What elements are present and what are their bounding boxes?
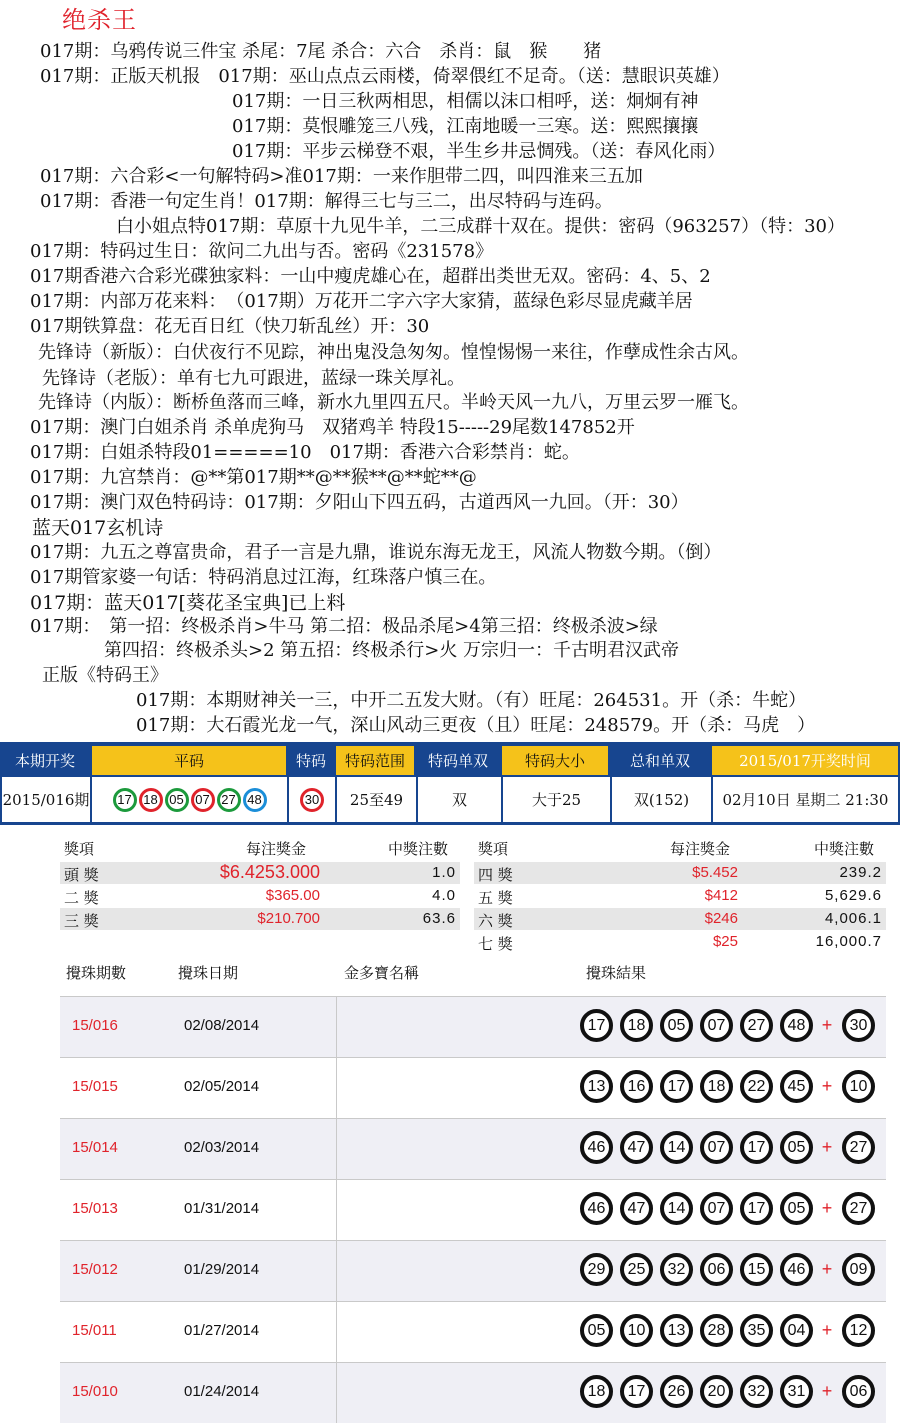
row-date: 01/29/2014 <box>184 1261 260 1278</box>
prize-header-amount: 每注獎金 <box>670 840 731 858</box>
number-ball: 05 <box>580 1314 613 1347</box>
prize-name: 六 獎 <box>478 912 513 930</box>
header-sum-odd-even: 总和单双 <box>611 746 709 775</box>
number-ball: 29 <box>580 1253 613 1286</box>
prediction-line: 017期：本期财神关一三，中开二五发大财。（有）旺尾：264531。开（杀：牛蛇） <box>136 690 807 711</box>
prize-amount: $412 <box>704 887 738 904</box>
prediction-line: 017期：蓝天017[葵花圣宝典]已上料 <box>30 592 346 614</box>
number-ball: 10 <box>842 1070 875 1103</box>
number-ball: 47 <box>620 1131 653 1164</box>
prediction-line: 017期：正版天机报 017期：巫山点点云雨楼，倚翠偎红不足奇。（送：慧眼识英雄） <box>40 66 730 87</box>
prize-amount: $365.00 <box>265 887 320 904</box>
table-row <box>60 1118 886 1179</box>
prize-header-amount: 每注獎金 <box>246 840 307 858</box>
prediction-line: 017期：香港一句定生肖！017期：解得三七与三二，出尽特码与连码。 <box>40 191 613 212</box>
draw-issue: 2015/016期 <box>0 777 90 822</box>
table-row <box>60 1362 886 1423</box>
prize-name: 三 獎 <box>64 912 99 930</box>
number-ball: 13 <box>580 1070 613 1103</box>
prediction-line: 017期：澳门白姐杀肖 杀单虎狗马 双猪鸡羊 特段15-----29尾数147852开 <box>30 417 635 438</box>
number-ball: 20 <box>700 1375 733 1408</box>
prize-count: 16,000.7 <box>815 933 882 950</box>
next-draw-time: 02月10日 星期二 21:30 <box>711 777 898 822</box>
table-row <box>60 1179 886 1240</box>
number-ball: 48 <box>780 1009 813 1042</box>
row-issue: 15/014 <box>72 1139 118 1156</box>
prize-header-name: 獎項 <box>478 840 509 858</box>
prize-name: 五 獎 <box>478 889 513 907</box>
prize-row <box>60 885 460 907</box>
header-next-draw-time: 2015/017开奖时间 <box>712 746 898 775</box>
prediction-line: 017期：六合彩<一句解特码>准017期：一来作胆带二四，叫四淮来三五加 <box>40 166 643 187</box>
prediction-line: 先锋诗（老版）：单有七九可跟进，蓝绿一珠关厚礼。 <box>42 368 465 389</box>
prize-header-count: 中獎注數 <box>814 840 875 858</box>
prize-row <box>60 908 460 930</box>
number-ball: 18 <box>580 1375 613 1408</box>
number-ball: 17 <box>113 788 137 812</box>
number-ball: 26 <box>660 1375 693 1408</box>
result-balls <box>580 1253 882 1286</box>
results-header-result: 攪珠結果 <box>586 964 647 982</box>
number-ball: 46 <box>780 1253 813 1286</box>
number-ball: 14 <box>660 1131 693 1164</box>
row-issue: 15/016 <box>72 1017 118 1034</box>
result-balls <box>580 1314 882 1347</box>
prize-name: 四 獎 <box>478 866 513 884</box>
table-row <box>60 996 886 1057</box>
prediction-line: 蓝天017玄机诗 <box>32 517 164 539</box>
number-ball: 27 <box>842 1131 875 1164</box>
row-issue: 15/013 <box>72 1200 118 1217</box>
prediction-line: 017期：一日三秋两相思，相儒以沫口相呼，送：炯炯有神 <box>232 91 699 112</box>
row-date: 01/31/2014 <box>184 1200 260 1217</box>
number-ball: 25 <box>620 1253 653 1286</box>
result-balls <box>580 1009 882 1042</box>
row-issue: 15/010 <box>72 1383 118 1400</box>
prize-name: 頭 獎 <box>64 866 99 884</box>
result-balls <box>580 1375 882 1408</box>
number-ball: 18 <box>139 788 163 812</box>
plus-sign: + <box>821 1259 833 1279</box>
prediction-line: 017期铁算盘：花无百日红（快刀斩乱丝）开：30 <box>30 316 430 337</box>
prediction-line: 017期：九五之尊富贵命，君子一言是九鼎，谁说东海无龙王，风流人物数今期。（倒） <box>30 542 722 563</box>
prize-amount: $5.452 <box>692 864 738 881</box>
number-ball: 30 <box>842 1009 875 1042</box>
prize-name: 七 獎 <box>478 935 513 953</box>
number-ball: 32 <box>740 1375 773 1408</box>
column-divider <box>336 997 337 1057</box>
odd-even-value: 双 <box>416 777 501 822</box>
prediction-line: 017期：白姐杀特段01=====10 017期：香港六合彩禁肖：蛇。 <box>30 442 580 463</box>
prize-count: 1.0 <box>432 864 456 881</box>
prize-name: 二 獎 <box>64 889 99 907</box>
table-row <box>60 1057 886 1118</box>
number-ball: 17 <box>740 1131 773 1164</box>
row-date: 01/24/2014 <box>184 1383 260 1400</box>
number-ball: 46 <box>580 1192 613 1225</box>
result-balls <box>580 1131 882 1164</box>
plus-sign: + <box>821 1198 833 1218</box>
number-ball: 17 <box>740 1192 773 1225</box>
row-issue: 15/011 <box>72 1322 117 1339</box>
header-size: 特码大小 <box>502 746 608 775</box>
prize-count: 63.6 <box>422 910 456 927</box>
number-ball: 45 <box>780 1070 813 1103</box>
prize-count: 4,006.1 <box>824 910 882 927</box>
number-ball: 27 <box>217 788 241 812</box>
number-ball: 28 <box>700 1314 733 1347</box>
prediction-line: 017期：特码过生日：欲问二九出与否。密码《231578》 <box>30 241 494 262</box>
prize-header-count: 中獎注數 <box>388 840 449 858</box>
prediction-line: 017期香港六合彩光碟独家料：一山中瘦虎雄心在，超群出类世无双。密码：4、5、2 <box>30 266 711 287</box>
header-special-number: 特码 <box>289 746 333 775</box>
number-ball: 18 <box>700 1070 733 1103</box>
plus-sign: + <box>821 1076 833 1096</box>
number-ball: 12 <box>842 1314 875 1347</box>
row-issue: 15/012 <box>72 1261 118 1278</box>
prediction-line: 017期：内部万花来料： （017期）万花开二字六字大家猜，蓝绿色彩尽显虎藏羊居 <box>30 291 693 312</box>
results-header-issue: 攪珠期數 <box>66 964 127 982</box>
prediction-line: 017期：澳门双色特码诗：017期：夕阳山下四五码，古道西风一九回。（开：30） <box>30 492 689 513</box>
prize-amount: $25 <box>712 933 738 950</box>
results-header-date: 攪珠日期 <box>178 964 239 982</box>
prediction-line: 017期：大石霞光龙一气，深山风动三更夜（且）旺尾：248579。开（杀：马虎 ） <box>136 715 816 736</box>
prediction-line: 第四招：终极杀头>2 第五招：终极杀行>火 万宗归一：千古明君汉武帝 <box>104 640 680 661</box>
number-ball: 05 <box>780 1192 813 1225</box>
column-divider <box>336 1180 337 1240</box>
number-ball: 06 <box>700 1253 733 1286</box>
size-value: 大于25 <box>501 777 610 822</box>
table-row <box>60 1301 886 1362</box>
draw-summary-table <box>0 742 900 825</box>
number-ball: 16 <box>620 1070 653 1103</box>
prediction-line: 正版《特码王》 <box>42 665 168 686</box>
result-balls <box>580 1070 882 1103</box>
column-divider <box>336 1058 337 1118</box>
number-ball: 10 <box>620 1314 653 1347</box>
number-ball: 15 <box>740 1253 773 1286</box>
number-ball: 07 <box>191 788 215 812</box>
plus-sign: + <box>821 1381 833 1401</box>
number-ball: 27 <box>842 1192 875 1225</box>
number-ball: 22 <box>740 1070 773 1103</box>
prize-count: 239.2 <box>839 864 882 881</box>
header-special-range: 特码范围 <box>336 746 414 775</box>
prize-amount: $6.4253.000 <box>219 862 320 882</box>
number-ball: 47 <box>620 1192 653 1225</box>
prize-row <box>474 908 886 930</box>
column-divider <box>336 1302 337 1362</box>
row-date: 02/05/2014 <box>184 1078 260 1095</box>
regular-balls <box>90 777 287 822</box>
number-ball: 32 <box>660 1253 693 1286</box>
prize-table-right <box>474 838 886 958</box>
prize-amount: $246 <box>704 910 738 927</box>
row-date: 02/08/2014 <box>184 1017 260 1034</box>
prediction-line: 017期：乌鸦传说三件宝 杀尾：7尾 杀合：六合 杀肖：鼠 猴 猪 <box>40 41 602 62</box>
prediction-line: 先锋诗（内版）：断桥鱼落而三峰，新水九里四五尺。半岭天风一九八，万里云罗一雁飞。 <box>38 392 749 413</box>
number-ball: 06 <box>842 1375 875 1408</box>
number-ball: 31 <box>780 1375 813 1408</box>
sum-odd-even-value: 双(152) <box>610 777 711 822</box>
prize-count: 5,629.6 <box>824 887 882 904</box>
row-issue: 15/015 <box>72 1078 118 1095</box>
prediction-line: 白小姐点特017期：草原十九见牛羊，二三成群十双在。提供：密码（963257）（特：30） <box>116 216 845 237</box>
number-ball: 07 <box>700 1131 733 1164</box>
prediction-line: 先锋诗（新版）：白伏夜行不见踪，神出鬼没急匆匆。惶惶惕惕一来往，作孽成性余古风。 <box>38 342 749 363</box>
number-ball: 18 <box>620 1009 653 1042</box>
prediction-line: 017期：平步云梯登不艰，半生乡井忌惆残。（送：春风化雨） <box>232 141 726 162</box>
number-ball: 17 <box>660 1070 693 1103</box>
page-title: 绝杀王 <box>62 6 137 34</box>
prize-count: 4.0 <box>432 887 456 904</box>
number-ball: 30 <box>300 788 324 812</box>
row-date: 02/03/2014 <box>184 1139 260 1156</box>
number-ball: 07 <box>700 1192 733 1225</box>
column-divider <box>336 1363 337 1423</box>
prize-header-name: 獎項 <box>64 840 95 858</box>
special-ball-cell <box>287 777 335 822</box>
number-ball: 14 <box>660 1192 693 1225</box>
header-regular-numbers: 平码 <box>92 746 286 775</box>
prediction-line: 017期：九宫禁肖：@**第017期**@**猴**@**蛇**@ <box>30 467 477 488</box>
number-ball: 05 <box>165 788 189 812</box>
number-ball: 48 <box>243 788 267 812</box>
header-odd-even: 特码单双 <box>417 746 499 775</box>
header-current-draw: 本期开奖 <box>2 746 88 775</box>
number-ball: 07 <box>700 1009 733 1042</box>
plus-sign: + <box>821 1320 833 1340</box>
prediction-line: 017期：莫恨雕笼三八残，江南地暖一三寒。送：熙熙攘攘 <box>232 116 699 137</box>
number-ball: 17 <box>620 1375 653 1408</box>
plus-sign: + <box>821 1137 833 1157</box>
special-range: 25至49 <box>335 777 416 822</box>
column-divider <box>336 1119 337 1179</box>
number-ball: 35 <box>740 1314 773 1347</box>
prize-row <box>60 862 460 884</box>
number-ball: 05 <box>780 1131 813 1164</box>
prize-row <box>474 931 886 953</box>
result-balls <box>580 1192 882 1225</box>
prize-row <box>474 862 886 884</box>
number-ball: 17 <box>580 1009 613 1042</box>
number-ball: 09 <box>842 1253 875 1286</box>
column-divider <box>336 1241 337 1301</box>
prediction-line: 017期管家婆一句话：特码消息过江海，红珠落户慎三在。 <box>30 567 497 588</box>
prize-amount: $210.700 <box>257 910 320 927</box>
number-ball: 05 <box>660 1009 693 1042</box>
number-ball: 04 <box>780 1314 813 1347</box>
row-date: 01/27/2014 <box>184 1322 260 1339</box>
results-header-name: 金多寶名稱 <box>344 964 420 982</box>
plus-sign: + <box>821 1015 833 1035</box>
number-ball: 13 <box>660 1314 693 1347</box>
prize-table-left <box>60 838 460 938</box>
number-ball: 46 <box>580 1131 613 1164</box>
prediction-line: 017期： 第一招：终极杀肖>牛马 第二招：极品杀尾>4第三招：终极杀波>绿 <box>30 616 658 637</box>
prize-row <box>474 885 886 907</box>
number-ball: 27 <box>740 1009 773 1042</box>
